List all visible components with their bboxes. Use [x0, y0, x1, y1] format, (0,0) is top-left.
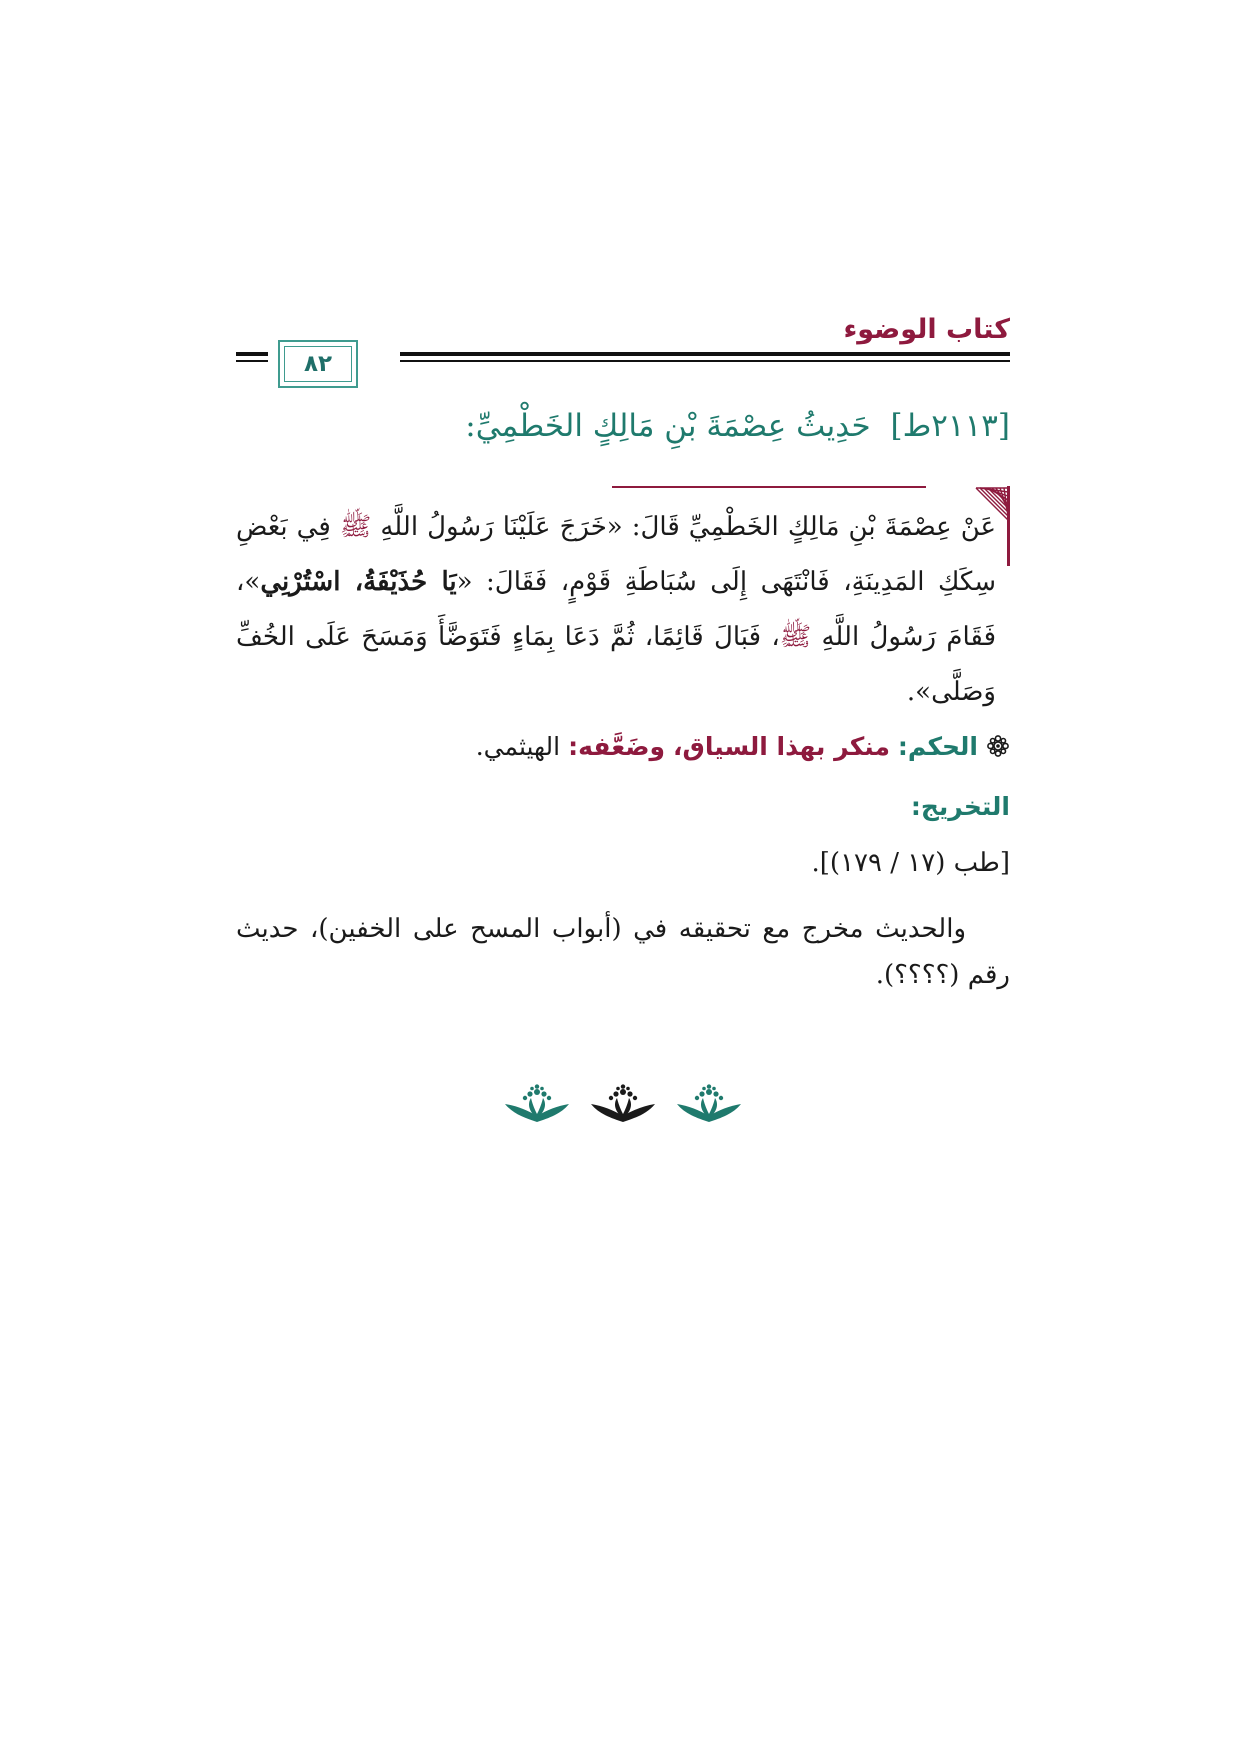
hadith-title: حَدِيثُ عِصْمَةَ بْنِ مَالِكٍ الخَطْمِيِّ: [465, 408, 871, 444]
header-rule [400, 352, 1010, 356]
dark-lotus-ornament-icon [589, 1084, 657, 1124]
salutation-glyph: ﷺ [339, 512, 372, 542]
ruling-value: منكر بهذا السياق، [673, 732, 890, 761]
hadith-heading [465, 408, 1010, 444]
ruling-line [476, 732, 1010, 761]
document-page [236, 300, 1010, 1160]
cross-reference-note: والحديث مخرج مع تحقيقه في (أبواب المسح على الخفين)، حديث رقم (؟؟؟؟). [236, 914, 1010, 990]
ruling-label: الحكم: [897, 732, 978, 761]
matn-top-rule [612, 486, 926, 488]
takhrij-source: [طب (١٧ / ١٧٩)]. [811, 848, 1010, 878]
header-rule [400, 360, 1010, 362]
header-rule [236, 352, 268, 356]
hadith-number: [٢١١٣ط] [890, 408, 1010, 444]
matn-text-part: فِي بَعْضِ سِكَكِ المَدِينَةِ، فَانْتَهَى إِلَى سُبَاطَةِ قَوْمٍ، فَقَالَ: « [236, 512, 996, 597]
matn-text-part: »، فَقَامَ رَسُولُ اللَّهِ [236, 567, 996, 652]
header-rule [236, 360, 268, 362]
matn-text-part: ، فَبَالَ قَائِمًا، ثُمَّ دَعَا بِمَاءٍ فَتَوَضَّأَ وَمَسَحَ عَلَى الخُفِّ وَصَلَّى». [236, 622, 996, 707]
page-number: ٨٢ [303, 351, 333, 377]
hadith-matn [236, 500, 1010, 720]
book-title: كتاب الوضوء [843, 314, 1010, 345]
green-lotus-ornament-icon [503, 1084, 571, 1124]
matn-bold-quote: يَا حُذَيْفَةُ، اسْتُرْنِي [260, 567, 457, 597]
weakened-by: الهيثمي. [475, 732, 561, 761]
flower-bullet-icon [986, 734, 1010, 758]
running-header [236, 300, 1010, 390]
salutation-glyph: ﷺ [779, 622, 812, 652]
matn-text-part: عَنْ عِصْمَةَ بْنِ مَالِكٍ الخَطْمِيِّ قَالَ: «خَرَجَ عَلَيْنَا رَسُولُ اللَّهِ [380, 512, 997, 542]
weakened-label: وضَعَّفه: [568, 732, 666, 761]
takhrij-heading: التخريج: [910, 792, 1010, 821]
green-lotus-ornament-icon [675, 1084, 743, 1124]
page-number-badge [278, 340, 358, 388]
section-end-ornament [236, 1084, 1010, 1124]
